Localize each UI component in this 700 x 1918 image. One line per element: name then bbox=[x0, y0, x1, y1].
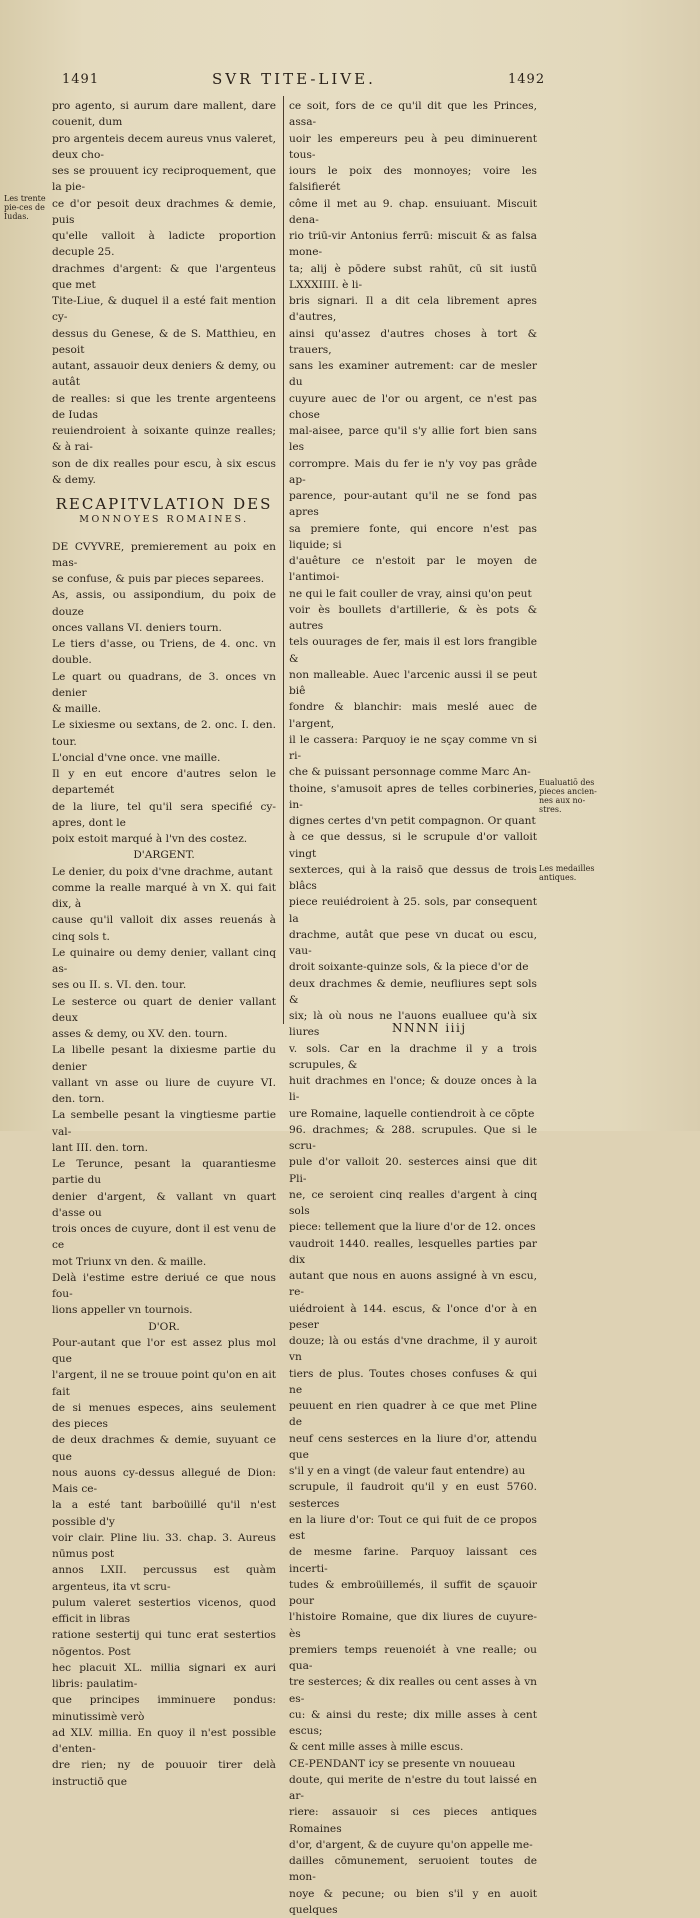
text-line: Le sixiesme ou sextans, de 2. onc. I. den. tour. bbox=[52, 717, 276, 750]
text-line: Tite-Liue, & duquel il a esté fait mention cy- bbox=[52, 293, 276, 326]
text-line: dignes certes d'vn petit compagnon. Or quant bbox=[289, 813, 537, 829]
text-line: uoir les empereurs peu à peu diminuerent tous- bbox=[289, 131, 537, 164]
text-line: pule d'or valloit 20. sesterces ainsi que dit Pli- bbox=[289, 1154, 537, 1187]
text-line: ratione sestertij qui tunc erat sestertios nōgentos. Post bbox=[52, 1627, 276, 1660]
text-line: ce d'or pesoit deux drachmes & demie, puis bbox=[52, 196, 276, 229]
text-line: Il y en eut encore d'autres selon le departemét bbox=[52, 766, 276, 799]
text-line: uiédroient à 144. escus, & l'once d'or à en peser bbox=[289, 1301, 537, 1334]
text-line: scrupule, il faudroit qu'il y en eust 5760. sesterces bbox=[289, 1479, 537, 1512]
text-line: ne qui le fait couller de vray, ainsi qu'on peut bbox=[289, 586, 537, 602]
text-line: qu'elle valloit à ladicte proportion decuple 25. bbox=[52, 228, 276, 261]
text-line: l'argent, il ne se trouue point qu'on en ait fait bbox=[52, 1367, 276, 1400]
text-line: & cent mille asses à mille escus. bbox=[289, 1739, 537, 1755]
text-line: lant III. den. torn. bbox=[52, 1140, 276, 1156]
text-line: thoine, s'amusoit apres de telles corbineries, in- bbox=[289, 781, 537, 814]
text-line: bris signari. Il a dit cela librement apres d'autres, bbox=[289, 293, 537, 326]
margin-note-medals: Les medailles antiques. bbox=[539, 864, 599, 882]
margin-note-evaluation: Eualuatiō des pieces ancien-nes aux no-stres. bbox=[539, 778, 599, 814]
text-line: nous auons cy-dessus allegué de Dion: Mais ce- bbox=[52, 1465, 276, 1498]
section-heading: RECAPITVLATION DES bbox=[52, 496, 276, 512]
text-line: de si menues especes, ains seulement des pieces bbox=[52, 1400, 276, 1433]
text-line: asses & demy, ou XV. den. tourn. bbox=[52, 1026, 276, 1042]
text-line: v. sols. Car en la drachme il y a trois scrupules, & bbox=[289, 1041, 537, 1074]
text-line: droit soixante-quinze sols, & la piece d'or de bbox=[289, 959, 537, 975]
running-header bbox=[0, 68, 700, 92]
text-line: autant, assauoir deux deniers & demy, ou autât bbox=[52, 358, 276, 391]
text-line: vallant vn asse ou liure de cuyure VI. den. torn. bbox=[52, 1075, 276, 1108]
margin-note-left: Les trente pie-ces de Iudas. bbox=[4, 194, 50, 221]
text-line: non malleable. Auec l'arcenic aussi il se peut biê bbox=[289, 667, 537, 700]
text-line: drachmes d'argent: & que l'argenteus que met bbox=[52, 261, 276, 294]
text-line: parence, pour-autant qu'il ne se fond pas apres bbox=[289, 488, 537, 521]
text-line: se confuse, & puis par pieces separees. bbox=[52, 571, 276, 587]
section-subheading: MONNOYES ROMAINES. bbox=[52, 512, 276, 528]
text-line: L'oncial d'vne once. vne maille. bbox=[52, 750, 276, 766]
text-line: autant que nous en auons assigné à vn escu, re- bbox=[289, 1268, 537, 1301]
text-line: denier d'argent, & vallant vn quart d'asse ou bbox=[52, 1189, 276, 1222]
text-line: La libelle pesant la dixiesme partie du denier bbox=[52, 1042, 276, 1075]
text-line: de mesme farine. Parquoy laissant ces incerti- bbox=[289, 1544, 537, 1577]
text-line: voir clair. Pline liu. 33. chap. 3. Aureus nūmus post bbox=[52, 1530, 276, 1563]
text-line: fondre & blanchir: mais meslé auec de l'argent, bbox=[289, 699, 537, 732]
text-line: côme il met au 9. chap. ensuiuant. Miscuit dena- bbox=[289, 196, 537, 229]
text-line: lions appeller vn tournois. bbox=[52, 1302, 276, 1318]
text-line: d'auêture ce n'estoit par le moyen de l'antimoi- bbox=[289, 553, 537, 586]
text-line: vaudroit 1440. realles, lesquelles parties par dix bbox=[289, 1236, 537, 1269]
text-line: ta; alij è pōdere subst rahūt, cū sit iustū LXXXIIII. è li- bbox=[289, 261, 537, 294]
text-line: il le cassera: Parquoy ie ne sçay comme vn si ri- bbox=[289, 732, 537, 765]
text-line: rio triū-vir Antonius ferrū: miscuit & as falsa mone- bbox=[289, 228, 537, 261]
subsection-heading-or: D'OR. bbox=[52, 1319, 276, 1335]
text-line: piece: tellement que la liure d'or de 12. onces bbox=[289, 1219, 537, 1235]
text-line: mot Triunx vn den. & maille. bbox=[52, 1254, 276, 1270]
text-line: pulum valeret sestertios vicenos, quod efficit in libras bbox=[52, 1595, 276, 1628]
text-line: voir ès boullets d'artillerie, & ès pots & autres bbox=[289, 602, 537, 635]
text-line: La sembelle pesant la vingtiesme partie val- bbox=[52, 1107, 276, 1140]
text-line: premiers temps reuenoiét à vne realle; ou qua- bbox=[289, 1642, 537, 1675]
text-line: doute, qui merite de n'estre du tout laissé en ar- bbox=[289, 1772, 537, 1805]
text-line: de realles: si que les trente argenteens de Iudas bbox=[52, 391, 276, 424]
page-number-right: 1492 bbox=[508, 72, 545, 87]
right-column bbox=[289, 98, 537, 1918]
text-line: 96. drachmes; & 288. scrupules. Que si le scru- bbox=[289, 1122, 537, 1155]
text-line: poix estoit marqué à l'vn des costez. bbox=[52, 831, 276, 847]
text-line: cause qu'il valloit dix asses reuenás à cinq sols t. bbox=[52, 912, 276, 945]
text-line: ses ou II. s. VI. den. tour. bbox=[52, 977, 276, 993]
text-line: iours le poix des monnoyes; voire les falsifierét bbox=[289, 163, 537, 196]
text-line: tre sesterces; & dix realles ou cent asses à vn es- bbox=[289, 1674, 537, 1707]
text-line: corrompre. Mais du fer ie n'y voy pas grâde ap- bbox=[289, 456, 537, 489]
text-line: l'histoire Romaine, que dix liures de cuyure-ès bbox=[289, 1609, 537, 1642]
text-line: pro agento, si aurum dare mallent, dare couenit, dum bbox=[52, 98, 276, 131]
text-line: comme la realle marqué à vn X. qui fait dix, à bbox=[52, 880, 276, 913]
text-line: mal-aisee, parce qu'il s'y allie fort bien sans les bbox=[289, 423, 537, 456]
text-line: dailles cōmunement, seruoient toutes de mon- bbox=[289, 1853, 537, 1886]
page-number-left: 1491 bbox=[62, 72, 99, 87]
text-line: d'or, d'argent, & de cuyure qu'on appelle me- bbox=[289, 1837, 537, 1853]
text-line: Le sesterce ou quart de denier vallant deux bbox=[52, 994, 276, 1027]
signature-mark: NNNN iiij bbox=[392, 1021, 467, 1035]
text-line: dessus du Genese, & de S. Matthieu, en pesoit bbox=[52, 326, 276, 359]
text-line: As, assis, ou assipondium, du poix de douze bbox=[52, 587, 276, 620]
left-column bbox=[52, 98, 276, 1790]
text-line: ainsi qu'assez d'autres choses à tort & trauers, bbox=[289, 326, 537, 359]
text-line: peuuent en rien quadrer à ce que met Pline de bbox=[289, 1398, 537, 1431]
text-line: dre rien; ny de pouuoir tirer delà instructiō que bbox=[52, 1757, 276, 1790]
text-line: douze; là ou estás d'vne drachme, il y auroit vn bbox=[289, 1333, 537, 1366]
text-line: tiers de plus. Toutes choses confuses & qui ne bbox=[289, 1366, 537, 1399]
subsection-heading-argent: D'ARGENT. bbox=[52, 847, 276, 863]
column-divider bbox=[283, 96, 284, 1024]
text-line: cu: & ainsi du reste; dix mille asses à cent escus; bbox=[289, 1707, 537, 1740]
text-line: neuf cens sesterces en la liure d'or, attendu que bbox=[289, 1431, 537, 1464]
text-line: pro argenteis decem aureus vnus valeret, deux cho- bbox=[52, 131, 276, 164]
text-line: en la liure d'or: Tout ce qui fuit de ce propos est bbox=[289, 1512, 537, 1545]
running-title: SVR TITE-LIVE. bbox=[212, 70, 376, 88]
text-line: de deux drachmes & demie, suyuant ce que bbox=[52, 1432, 276, 1465]
text-line: à ce que dessus, si le scrupule d'or valloit vingt bbox=[289, 829, 537, 862]
text-line: ses se prouuent icy reciproquement, que la pie- bbox=[52, 163, 276, 196]
text-line: annos LXII. percussus est quàm argenteus, ita vt scru- bbox=[52, 1562, 276, 1595]
text-line: huit drachmes en l'once; & douze onces à la li- bbox=[289, 1073, 537, 1106]
text-line: Le denier, du poix d'vne drachme, autant bbox=[52, 864, 276, 880]
text-line: ne, ce seroient cinq realles d'argent à cinq sols bbox=[289, 1187, 537, 1220]
text-line: six; là où nous ne l'auons eualluee qu'à six liures bbox=[289, 1008, 537, 1041]
text-line: Le Terunce, pesant la quarantiesme partie du bbox=[52, 1156, 276, 1189]
text-line: s'il y en a vingt (de valeur faut entendre) au bbox=[289, 1463, 537, 1479]
text-line: onces vallans VI. deniers tourn. bbox=[52, 620, 276, 636]
text-line: noye & pecune; ou bien s'il y en auoit quelques bbox=[289, 1886, 537, 1918]
text-line: Delà i'estime estre deriué ce que nous fou- bbox=[52, 1270, 276, 1303]
text-line: sa premiere fonte, qui encore n'est pas liquide; si bbox=[289, 521, 537, 554]
text-line: de la liure, tel qu'il sera specifié cy-apres, dont le bbox=[52, 799, 276, 832]
text-line: deux drachmes & demie, neufliures sept sols & bbox=[289, 976, 537, 1009]
text-line: tudes & embroüillemés, il suffit de sçauoir pour bbox=[289, 1577, 537, 1610]
text-line: DE CVYVRE, premierement au poix en mas- bbox=[52, 539, 276, 572]
text-line: riere: assauoir si ces pieces antiques Romaines bbox=[289, 1804, 537, 1837]
text-line: son de dix realles pour escu, à six escus & demy. bbox=[52, 456, 276, 489]
text-line: la a esté tant barboüillé qu'il n'est possible d'y bbox=[52, 1497, 276, 1530]
text-line: ad XLV. millia. En quoy il n'est possible d'enten- bbox=[52, 1725, 276, 1758]
text-line: Le quinaire ou demy denier, vallant cinq as- bbox=[52, 945, 276, 978]
text-line: hec placuit XL. millia signari ex auri libris: paulatim- bbox=[52, 1660, 276, 1693]
text-line: reuiendroient à soixante quinze realles; & à rai- bbox=[52, 423, 276, 456]
text-line: cuyure auec de l'or ou argent, ce n'est pas chose bbox=[289, 391, 537, 424]
text-line: che & puissant personnage comme Marc An- bbox=[289, 764, 537, 780]
text-line: piece reuiédroient à 25. sols, par consequent la bbox=[289, 894, 537, 927]
text-line: que principes imminuere pondus: minutissimè verò bbox=[52, 1692, 276, 1725]
text-line: & maille. bbox=[52, 701, 276, 717]
text-line: ure Romaine, laquelle contiendroit à ce cōpte bbox=[289, 1106, 537, 1122]
text-line: Pour-autant que l'or est assez plus mol que bbox=[52, 1335, 276, 1368]
text-line: trois onces de cuyure, dont il est venu de ce bbox=[52, 1221, 276, 1254]
text-line: Le tiers d'asse, ou Triens, de 4. onc. vn double. bbox=[52, 636, 276, 669]
text-line: drachme, autât que pese vn ducat ou escu, vau- bbox=[289, 927, 537, 960]
text-line: Le quart ou quadrans, de 3. onces vn denier bbox=[52, 669, 276, 702]
text-line: sexterces, qui à la raisō que dessus de trois blâcs bbox=[289, 862, 537, 895]
text-line: tels ouurages de fer, mais il est lors frangible & bbox=[289, 634, 537, 667]
text-line: CE-PENDANT icy se presente vn nouueau bbox=[289, 1756, 537, 1772]
text-line: sans les examiner autrement: car de mesler du bbox=[289, 358, 537, 391]
text-line: ce soit, fors de ce qu'il dit que les Princes, assa- bbox=[289, 98, 537, 131]
